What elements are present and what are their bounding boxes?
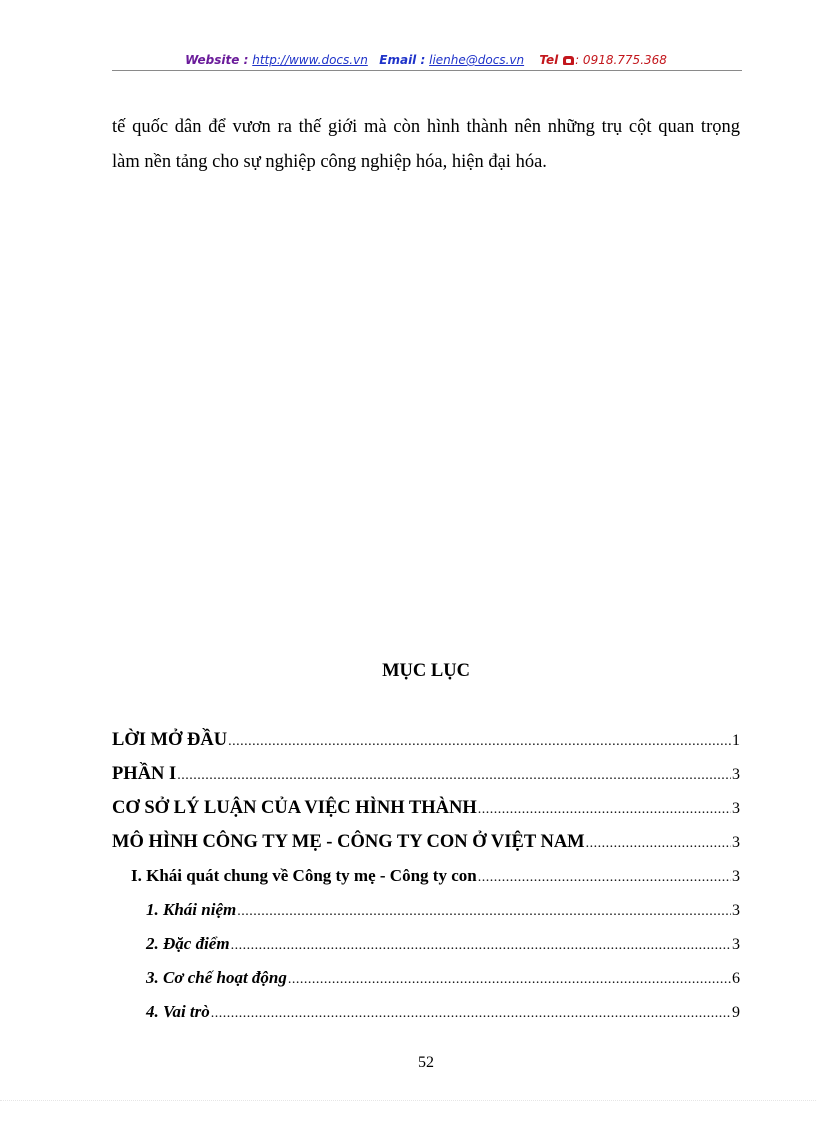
- website-label: Website :: [185, 53, 249, 67]
- email-link[interactable]: lienhe@docs.vn: [429, 53, 525, 67]
- toc-entry-label: 2. Đặc điểm: [146, 934, 230, 953]
- toc-entry-page: 3: [732, 834, 740, 851]
- toc-dot-leader: [288, 968, 731, 992]
- page-number: 52: [418, 1054, 434, 1071]
- toc-dot-leader: [231, 934, 731, 958]
- toc-entry-label: MÔ HÌNH CÔNG TY MẸ - CÔNG TY CON Ở VIỆT NAM: [112, 832, 585, 852]
- toc-entry-page: 9: [732, 1004, 740, 1021]
- telephone-icon: [563, 56, 574, 65]
- toc-title: MỤC LỤC: [382, 661, 470, 681]
- toc-entry-label: 3. Cơ chế hoạt động: [146, 968, 287, 987]
- footer-divider: [0, 1100, 816, 1101]
- toc-entry-page: 6: [732, 970, 740, 987]
- toc-entry-label: 4. Vai trò: [146, 1002, 210, 1021]
- toc-dot-leader: [478, 866, 731, 890]
- toc-entry-label: 1. Khái niệm: [146, 900, 237, 919]
- paragraph-line: tế quốc dân để vươn ra thế giới mà còn hình thành nên những trụ cột quan trọng: [112, 117, 740, 137]
- toc-dot-leader: [211, 1002, 731, 1026]
- toc-dot-leader: [478, 798, 731, 822]
- toc-entry[interactable]: [112, 796, 740, 822]
- toc-entry-page: 1: [732, 732, 740, 749]
- header-divider: [112, 70, 742, 71]
- toc-entry[interactable]: [146, 1000, 740, 1026]
- toc-entry[interactable]: [146, 966, 740, 992]
- toc-dot-leader: [177, 764, 731, 788]
- toc-entry-label: LỜI MỞ ĐẦU: [112, 730, 228, 750]
- tel-number: : 0918.775.368: [575, 53, 667, 67]
- toc-entry-page: 3: [732, 766, 740, 783]
- toc-entry-page: 3: [732, 868, 740, 885]
- tel-label: Tel: [539, 53, 559, 67]
- email-label: Email :: [379, 53, 426, 67]
- toc-dot-leader: [586, 832, 731, 856]
- toc-entry[interactable]: [146, 898, 740, 924]
- toc-dot-leader: [228, 730, 731, 754]
- website-link[interactable]: http://www.docs.vn: [252, 53, 368, 67]
- toc-entry[interactable]: [112, 762, 740, 788]
- toc-dot-leader: [237, 900, 731, 924]
- body-paragraph: [112, 110, 740, 180]
- toc-entry-label: CƠ SỞ LÝ LUẬN CỦA VIỆC HÌNH THÀNH: [112, 798, 477, 818]
- page-header: [110, 50, 742, 70]
- toc-entry[interactable]: [131, 864, 740, 890]
- toc-entry-label: I. Khái quát chung về Công ty mẹ - Công ty con: [131, 866, 477, 885]
- toc-entry-page: 3: [732, 936, 740, 953]
- toc-entry-label: PHẦN I: [112, 764, 177, 784]
- paragraph-line: làm nền tảng cho sự nghiệp công nghiệp hóa, hiện đại hóa.: [112, 152, 547, 172]
- toc-entry-page: 3: [732, 800, 740, 817]
- toc-entry[interactable]: [112, 728, 740, 754]
- toc-entry[interactable]: [112, 830, 740, 856]
- toc-entry[interactable]: [146, 932, 740, 958]
- toc-entry-page: 3: [732, 902, 740, 919]
